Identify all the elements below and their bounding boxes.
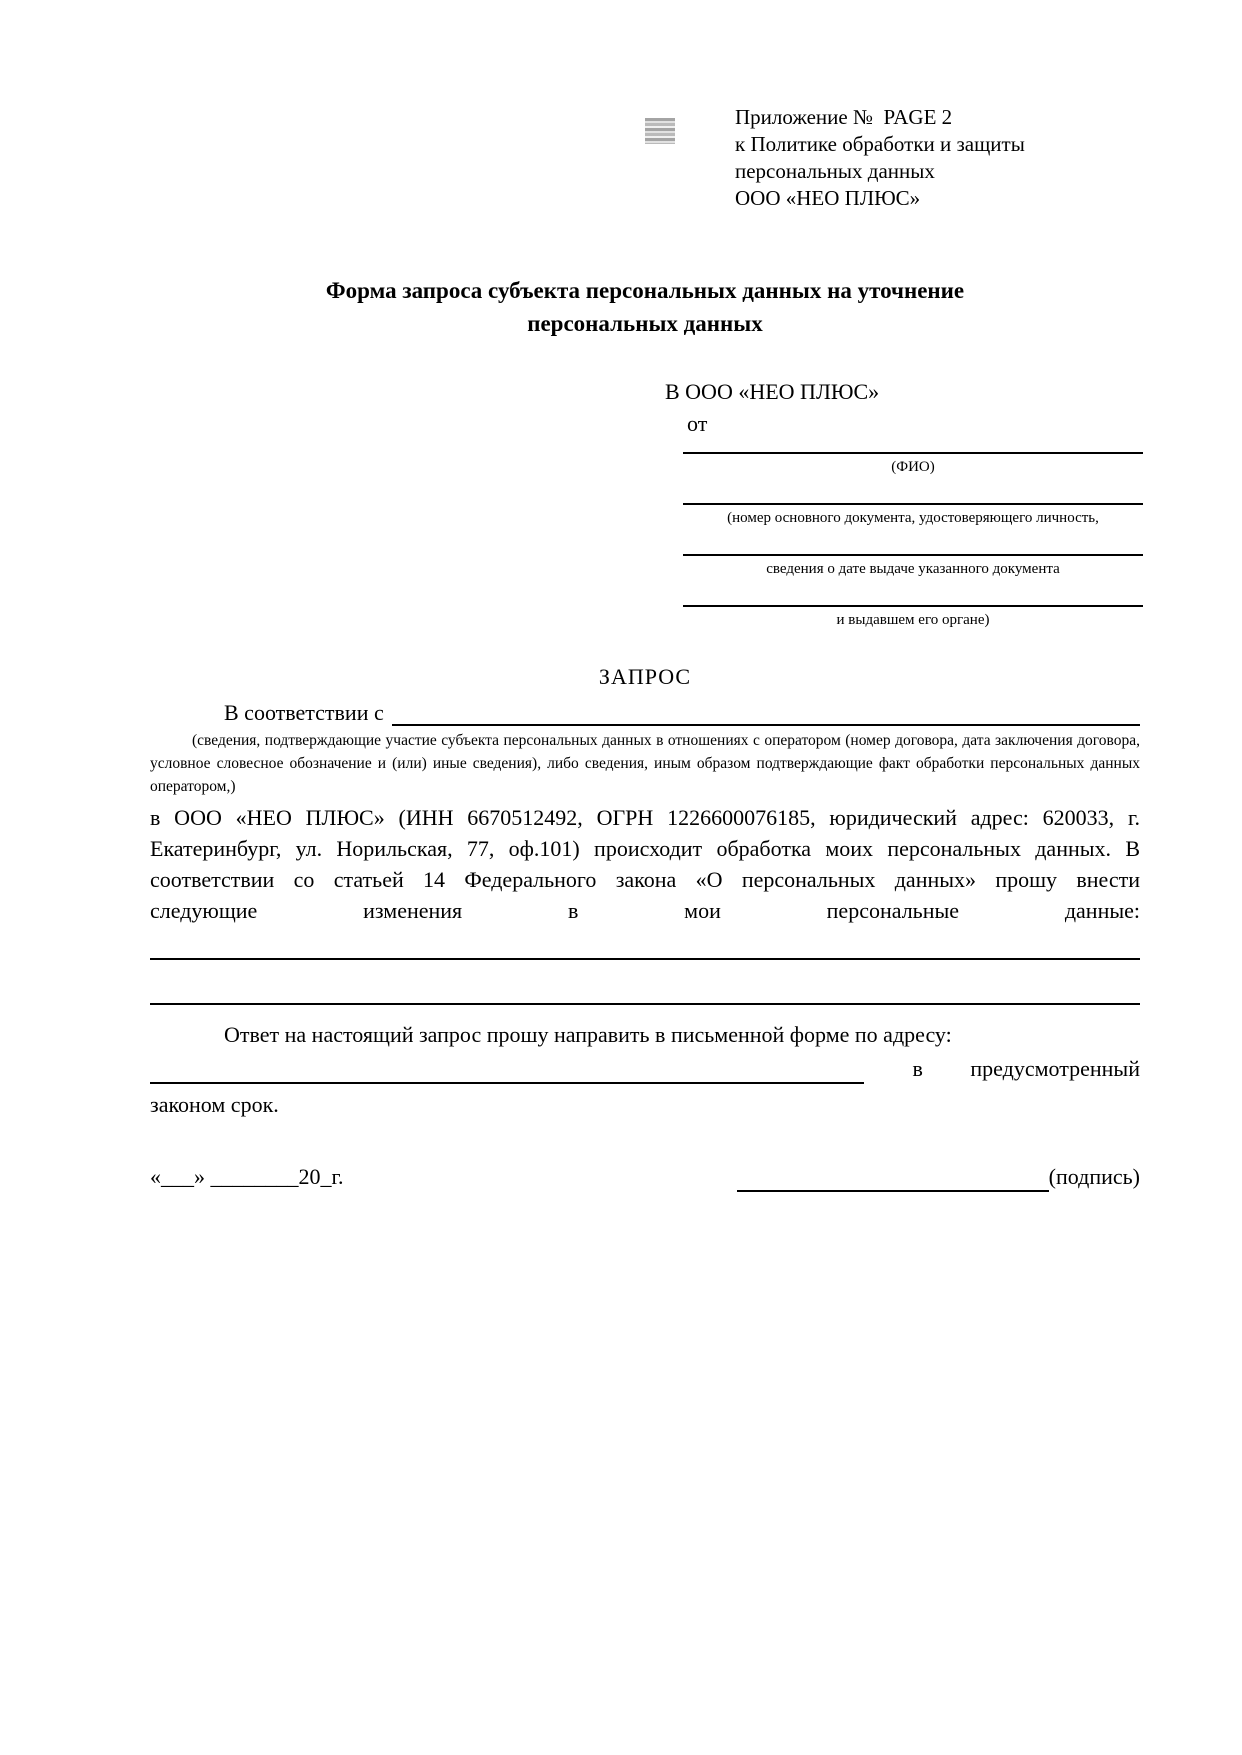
- changes-blank-line-1: [150, 958, 1140, 960]
- reply-paragraph-line-1: Ответ на настоящий запрос прошу направить в письменной форме по адресу:: [224, 1022, 952, 1047]
- fio-caption: (ФИО): [891, 459, 935, 475]
- addressee-from-label: от: [687, 411, 708, 436]
- header-line-company: ООО «НЕО ПЛЮС»: [735, 186, 921, 210]
- request-intro-prefix: В соответствии с: [224, 700, 384, 725]
- document-header: [150, 104, 1140, 216]
- issuing-authority-caption: и выдавшем его органе): [836, 612, 990, 628]
- request-intro-row: [150, 700, 1140, 726]
- date-fill-in: «___» ________20_г.: [150, 1164, 344, 1189]
- request-heading: ЗАПРОС: [598, 664, 692, 689]
- header-reference-block: [735, 104, 1140, 212]
- reply-paragraph-line-3: законом срок.: [150, 1092, 279, 1117]
- document-number-caption: (номер основного документа, удостоверяющего личность,: [727, 510, 1099, 526]
- changes-blank-line-2: [150, 1003, 1140, 1005]
- field-document-number: [683, 489, 1143, 528]
- request-body-paragraph: в ООО «НЕО ПЛЮС» (ИНН 6670512492, ОГРН 1226600076185, юридический адрес: 620033, г. Екатеринбург, ул. Норильская, 77, оф.101) происходит обработка моих персональных данных. В соответствии со статьей 14 Федерального закона «О персональных данных» прошу внести следующие изменения в мои персональные данные:: [150, 805, 1140, 923]
- reply-paragraph-tail: в предусмотренный: [912, 1056, 1140, 1081]
- signature-area: [737, 1162, 1140, 1192]
- fio-blank-line: [683, 438, 1143, 454]
- header-line-appendix: Приложение № PAGE 2: [735, 105, 953, 129]
- date-signature-row: [150, 1162, 1140, 1192]
- issue-date-caption: сведения о дате выдаче указанного документа: [766, 561, 1060, 577]
- issue-date-blank-line: [683, 540, 1143, 556]
- signature-blank-line: [737, 1166, 1049, 1192]
- addressee-block: [665, 378, 1140, 438]
- field-issuing-authority: [683, 591, 1143, 630]
- field-fio: [683, 438, 1143, 477]
- header-line-personal-data: персональных данных: [735, 159, 935, 183]
- reply-address-blank-line: [150, 1058, 864, 1084]
- addressee-to: В ООО «НЕО ПЛЮС»: [665, 379, 880, 404]
- document-title: [150, 274, 1140, 340]
- embedded-field-code-artifact-icon: [645, 118, 675, 144]
- issuing-authority-blank-line: [683, 591, 1143, 607]
- signature-caption: (подпись): [1048, 1164, 1140, 1189]
- header-line-policy: к Политике обработки и защиты: [735, 132, 1025, 156]
- field-issue-date: [683, 540, 1143, 579]
- request-intro-blank-line: [392, 700, 1140, 726]
- title-line-1: Форма запроса субъекта персональных данных на уточнение: [325, 278, 965, 303]
- addressee-fill-fields: [683, 438, 1143, 630]
- request-footnote: (сведения, подтверждающие участие субъекта персональных данных в отношениях с оператором (номер договора, дата заключения договора, условное словесное обозначение и (или) иные сведения), либо сведения, иным образом подтверждающие факт обработки персональных данных оператором,): [150, 732, 1140, 795]
- document-number-blank-line: [683, 489, 1143, 505]
- title-line-2: персональных данных: [527, 311, 763, 336]
- reply-paragraph-line-2: [150, 1054, 1140, 1084]
